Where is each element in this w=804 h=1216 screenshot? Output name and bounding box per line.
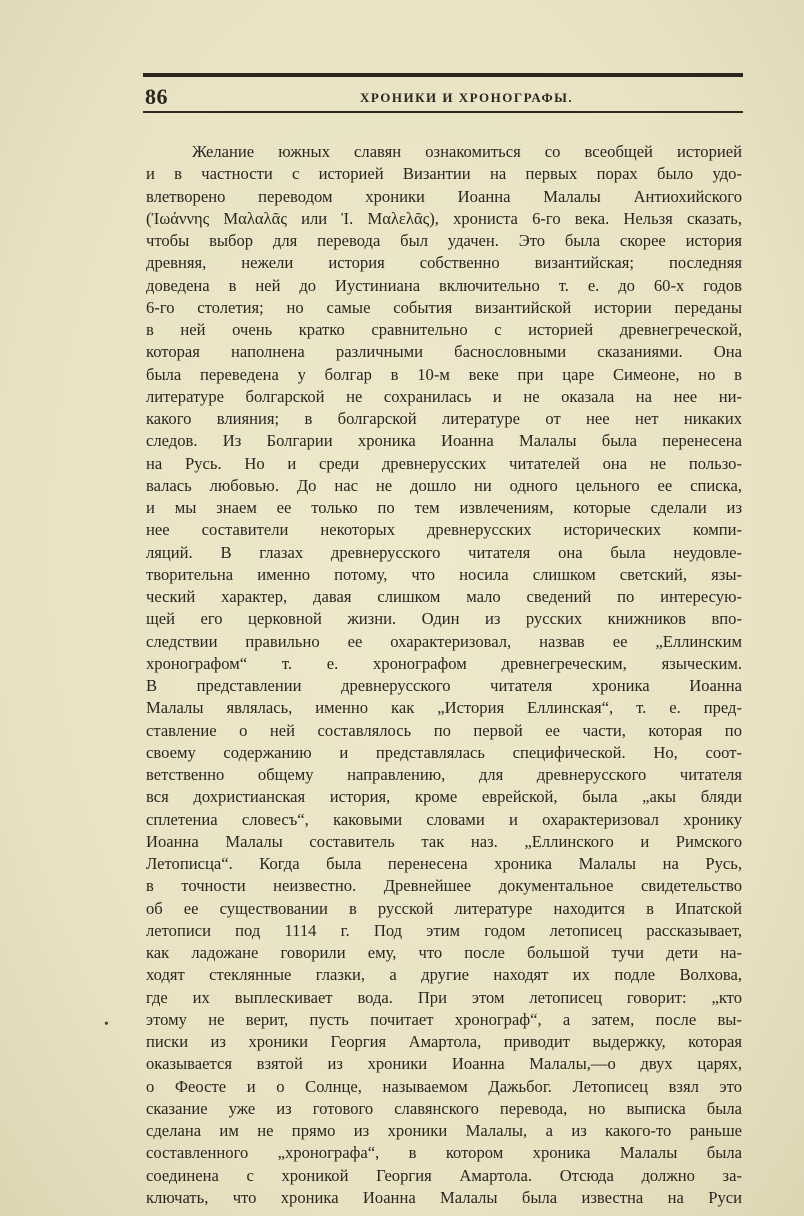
text-line: В представлении древнерусского читателя хроника Иоанна	[146, 676, 742, 695]
text-line: где их выплескивает вода. При этом летописец говорит: „кто	[146, 987, 742, 1007]
text-line: на Русь. Но и среди древнерусских читателей она не пользо-	[146, 453, 742, 473]
text-line: какого влияния; в болгарской литературе от нее нет никаких	[146, 409, 742, 428]
running-head: ХРОНИКИ И ХРОНОГРАФЫ.	[360, 90, 574, 105]
text-line: хронографом“ т. е. хронографом древнегреческим, языческим.	[146, 653, 742, 673]
text-line: чтобы выбор для перевода был удачен. Это была скорее история	[146, 231, 742, 250]
text-line: сплетениа словесъ“, каковыми словами и охарактеризовал хронику	[146, 809, 742, 829]
text-line: следов. Из Болгарии хроника Иоанна Малалы была перенесена	[146, 431, 742, 451]
text-line: сделана им не прямо из хроники Малалы, а из какого-то раньше	[146, 1121, 742, 1140]
text-line: как ладожане говорили ему, что после большой тучи дети на-	[146, 943, 742, 962]
text-line: 6-го столетия; но самые события византийской истории переданы	[146, 297, 742, 317]
text-line: и мы знаем ее только по тем извлечениям, которые сделали из	[146, 498, 742, 517]
text-line: своему содержанию и представлялась специфической. Но, соот-	[146, 742, 742, 762]
text-line: соединена с хроникой Георгия Амартола. Отсюда должно за-	[146, 1165, 742, 1185]
text-line: Иоанна Малалы составитель так наз. „Еллинского и Римского	[146, 831, 742, 851]
text-line: о Феосте и о Солнце, называемом Дажьбог. Летописец взял это	[146, 1076, 742, 1096]
text-line: сказание уже из готового славянского перевода, но выписка была	[146, 1098, 742, 1118]
text-line: влетворено переводом хроники Иоанна Малалы Антиохийского	[146, 186, 742, 206]
text-line: доведена в ней до Иустиниана включительно т. е. до 60-х годов	[146, 275, 742, 295]
text-line: Летописца“. Когда была перенесена хроника Малалы на Русь,	[146, 854, 742, 873]
text-line: (Ἰωάννης Μαλαλᾶς или Ἰ. Μαλελᾶς), хрониста 6-го века. Нельзя сказать,	[146, 208, 742, 228]
text-line: вся дохристианская история, кроме еврейской, была „акы бляди	[146, 787, 742, 807]
text-line: которая наполнена различными баснословными сказаниями. Она	[146, 342, 742, 362]
text-line: Малалы являлась, именно как „История Еллинская“, т. е. пред-	[146, 698, 742, 718]
text-line: литературе болгарской не сохранилась и не оказала на нее ни-	[146, 386, 742, 406]
text-line: следствии правильно ее охарактеризовал, назвав ее „Еллинским	[146, 631, 742, 651]
header-bottom-rule	[143, 111, 743, 113]
text-line: древняя, нежели история собственно византийская; последняя	[146, 253, 742, 273]
text-line: ческий характер, давая слишком мало сведений по интересую-	[146, 587, 742, 606]
text-line: оказывается взятой из хроники Иоанна Малалы,—о двух царях,	[146, 1054, 742, 1074]
text-line: была переведена у болгар в 10-м веке при царе Симеоне, но в	[146, 364, 742, 384]
text-line: в ней очень кратко сравнительно с историей древнегреческой,	[146, 320, 742, 339]
text-line: творительна именно потому, что носила слишком светский, язы-	[146, 564, 742, 584]
text-line: нее составители некоторых древнерусских исторических компи-	[146, 520, 742, 540]
text-line: ляций. В глазах древнерусского читателя она была неудовле-	[146, 542, 742, 562]
header-top-rule	[143, 73, 743, 77]
body-paragraph	[146, 141, 742, 1209]
margin-mark: •	[104, 1017, 109, 1032]
text-line: об ее существовании в русской литературе находится в Ипатской	[146, 898, 742, 918]
text-line: валась любовью. До нас не дошло ни одного цельного ее списка,	[146, 475, 742, 495]
text-line: и в частности с историей Византии на первых порах было удо-	[146, 164, 742, 184]
text-line: щей его церковной жизни. Один из русских книжников впо-	[146, 609, 742, 629]
text-line: составленного „хронографа“, в котором хроника Малалы была	[146, 1143, 742, 1163]
text-line: ставление о ней составлялось по первой ее части, которая по	[146, 720, 742, 740]
text-line: этому не верит, пусть почитает хронограф“, а затем, после вы-	[146, 1009, 742, 1029]
text-line: летописи под 1114 г. Под этим годом летописец рассказывает,	[146, 920, 742, 940]
page-number: 86	[145, 84, 168, 109]
text-line: ключать, что хроника Иоанна Малалы была известна на Руси	[146, 1187, 742, 1207]
text-line: Желание южных славян ознакомиться со всеобщей историей	[192, 142, 742, 161]
text-line: в точности неизвестно. Древнейшее документальное свидетельство	[146, 876, 742, 896]
text-line: ветственно общему направлению, для древнерусского читателя	[146, 765, 742, 784]
text-line: писки из хроники Георгия Амартола, приводит выдержку, которая	[146, 1032, 742, 1051]
text-line: ходят стеклянные глазки, а другие находят их подле Волхова,	[146, 965, 742, 985]
